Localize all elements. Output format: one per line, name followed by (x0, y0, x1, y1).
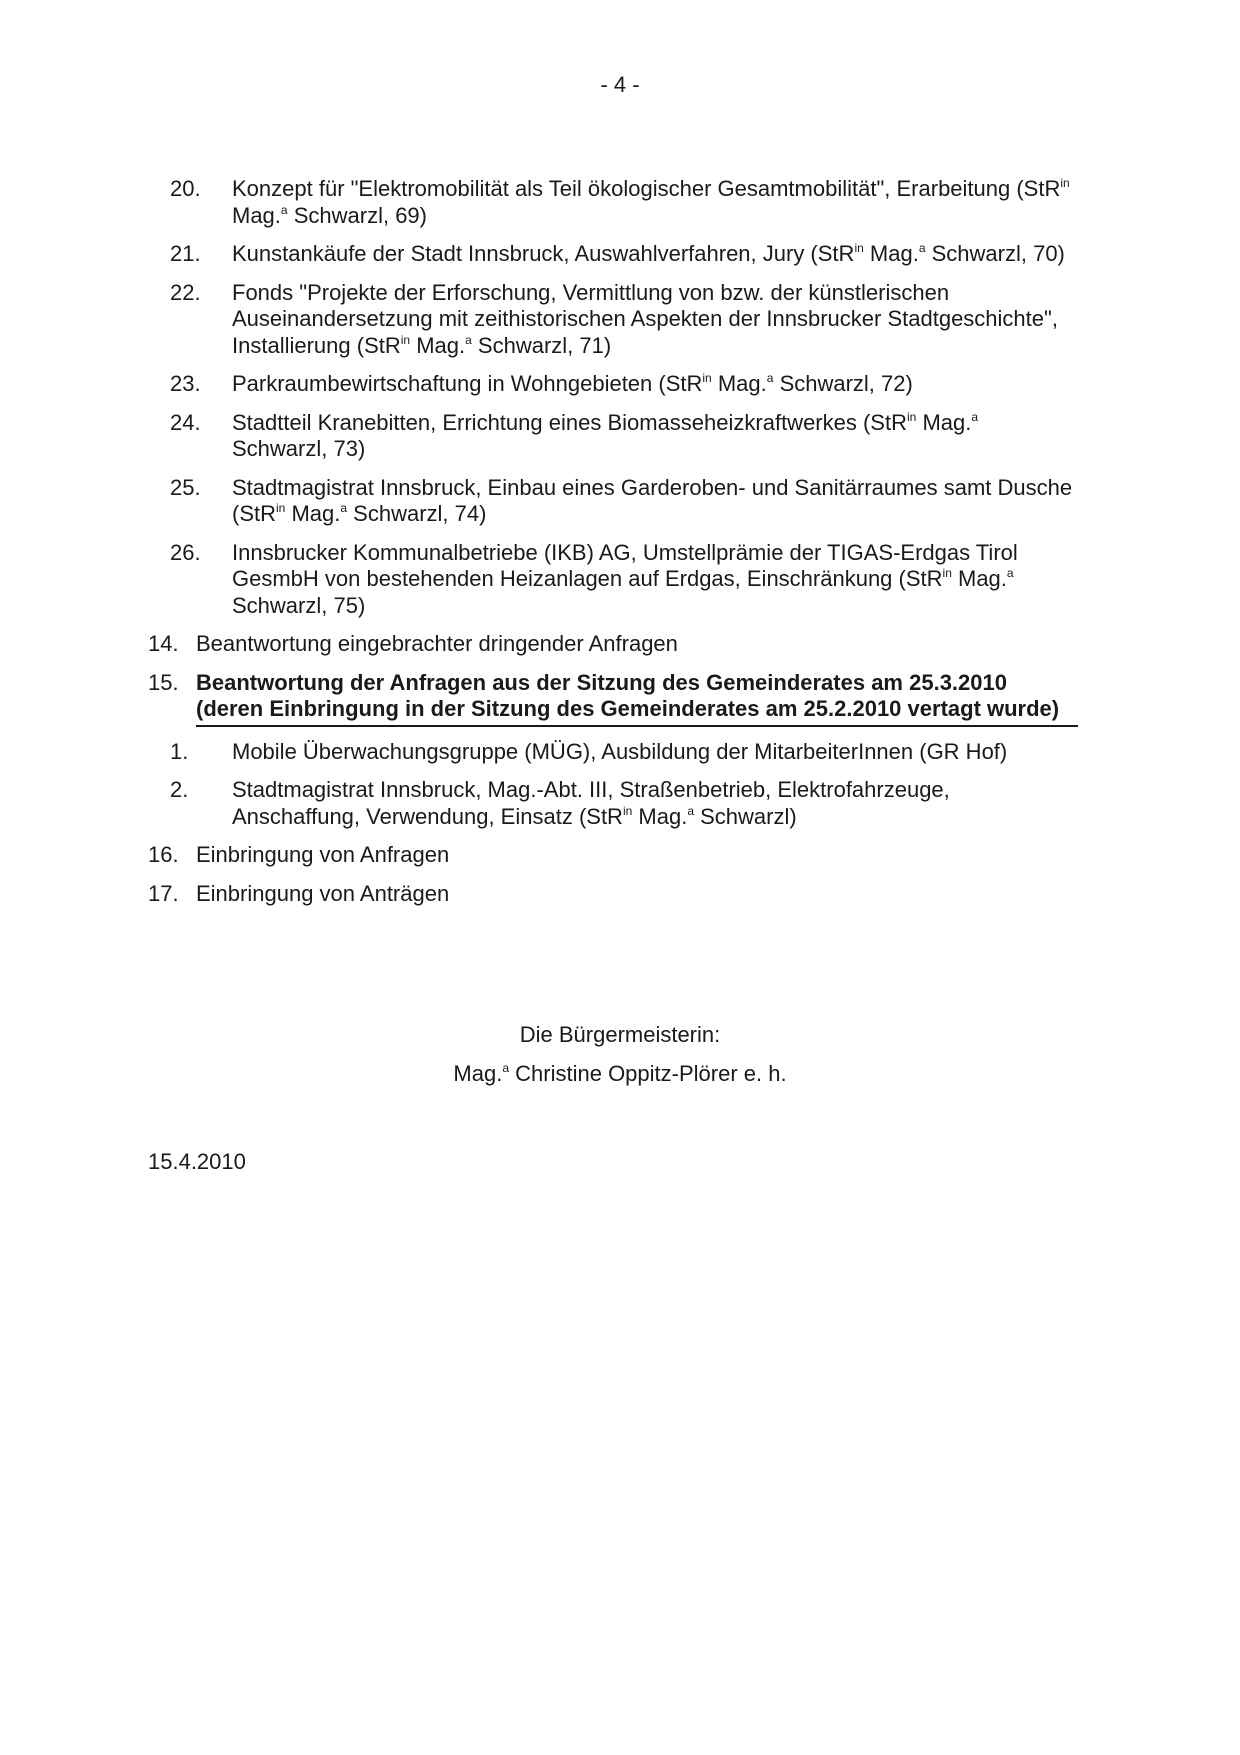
item-text: Parkraumbewirtschaftung in Wohngebieten (StR$^{in}$ Mag.$^a$ Schwarzl, 72) (232, 371, 913, 396)
item-text: Mobile Überwachungsgruppe (MÜG), Ausbildung der MitarbeiterInnen (GR Hof) (232, 738, 1008, 764)
item-number: 1. (170, 738, 189, 764)
list-item (0, 176, 1240, 229)
item-number: 20. (170, 176, 201, 201)
item-number: 24. (170, 409, 201, 435)
item-number: 15. (148, 669, 179, 695)
item-number: 16. (148, 842, 179, 867)
list-item (0, 739, 1240, 766)
list-item (0, 280, 1240, 360)
document-date: 15.4.2010 (148, 1149, 246, 1174)
list-item (0, 410, 1240, 463)
item-text: Einbringung von Anträgen (196, 880, 450, 906)
list-item (0, 631, 1240, 658)
list-item (0, 475, 1240, 528)
list-item (0, 777, 1240, 830)
item-text: Kunstankäufe der Stadt Innsbruck, Auswahlverfahren, Jury (StR$^{in}$ Mag.$^a$ Schwarzl, 70) (232, 241, 1065, 266)
item-text: Fonds "Projekte der Erforschung, Vermittlung von bzw. der künstlerischen Auseinandersetzung mit zeithistorischen Aspekten der Innsbrucker Stadtgeschichte", Installierung (StR$^{in}$ Mag.$^a$ Schwarzl, 71) (232, 279, 1058, 358)
list-item (0, 670, 1240, 727)
signature-role: Die Bürgermeisterin: (519, 1022, 721, 1047)
item-number: 23. (170, 371, 201, 396)
item-number: 26. (170, 539, 201, 565)
list-item (0, 540, 1240, 620)
item-text: Stadtmagistrat Innsbruck, Mag.-Abt. III, Straßenbetrieb, Elektrofahrzeuge, Anschaffung, Verwendung, Einsatz (StR$^{in}$ Mag.$^a$ Schwarzl) (232, 777, 950, 829)
list-item (0, 881, 1240, 908)
item-text: Einbringung von Anfragen (196, 842, 450, 867)
item-number: 14. (148, 631, 179, 656)
list-item (0, 241, 1240, 268)
section-heading: Beantwortung der Anfragen aus der Sitzung des Gemeinderates am 25.3.2010 (deren Einbringung in der Sitzung des Gemeinderates am 25.2.2010 vertagt wurde) (196, 670, 1078, 727)
agenda-list (0, 176, 1240, 919)
item-text: Stadtmagistrat Innsbruck, Einbau eines Garderoben- und Sanitärraumes samt Dusche (StR$^{in}$ Mag.$^a$ Schwarzl, 74) (232, 474, 1073, 526)
item-text: Konzept für "Elektromobilität als Teil ökologischer Gesamtmobilität", Erarbeitung (StR$^{in}$ Mag.$^a$ Schwarzl, 69) (232, 176, 1070, 228)
item-number: 2. (170, 777, 189, 802)
item-number: 22. (170, 279, 201, 305)
list-item (0, 371, 1240, 398)
item-number: 21. (170, 241, 201, 266)
item-text: Beantwortung eingebrachter dringender Anfragen (196, 631, 678, 656)
list-item (0, 842, 1240, 869)
item-text: Innsbrucker Kommunalbetriebe (IKB) AG, Umstellprämie der TIGAS-Erdgas Tirol GesmbH von bestehenden Heizanlagen auf Erdgas, Einschränkung (StR$^{in}$ Mag.$^a$ Schwarzl, 75) (232, 539, 1018, 618)
item-text: Stadtteil Kranebitten, Errichtung eines Biomasseheizkraftwerkes (StR$^{in}$ Mag.$^a$ Schwarzl, 73) (232, 409, 979, 461)
item-number: 17. (148, 880, 179, 906)
item-number: 25. (170, 474, 201, 500)
page-number: - 4 - (600, 72, 640, 97)
signature-name: Mag.$^a$ Christine Oppitz-Plörer e. h. (453, 1061, 787, 1086)
